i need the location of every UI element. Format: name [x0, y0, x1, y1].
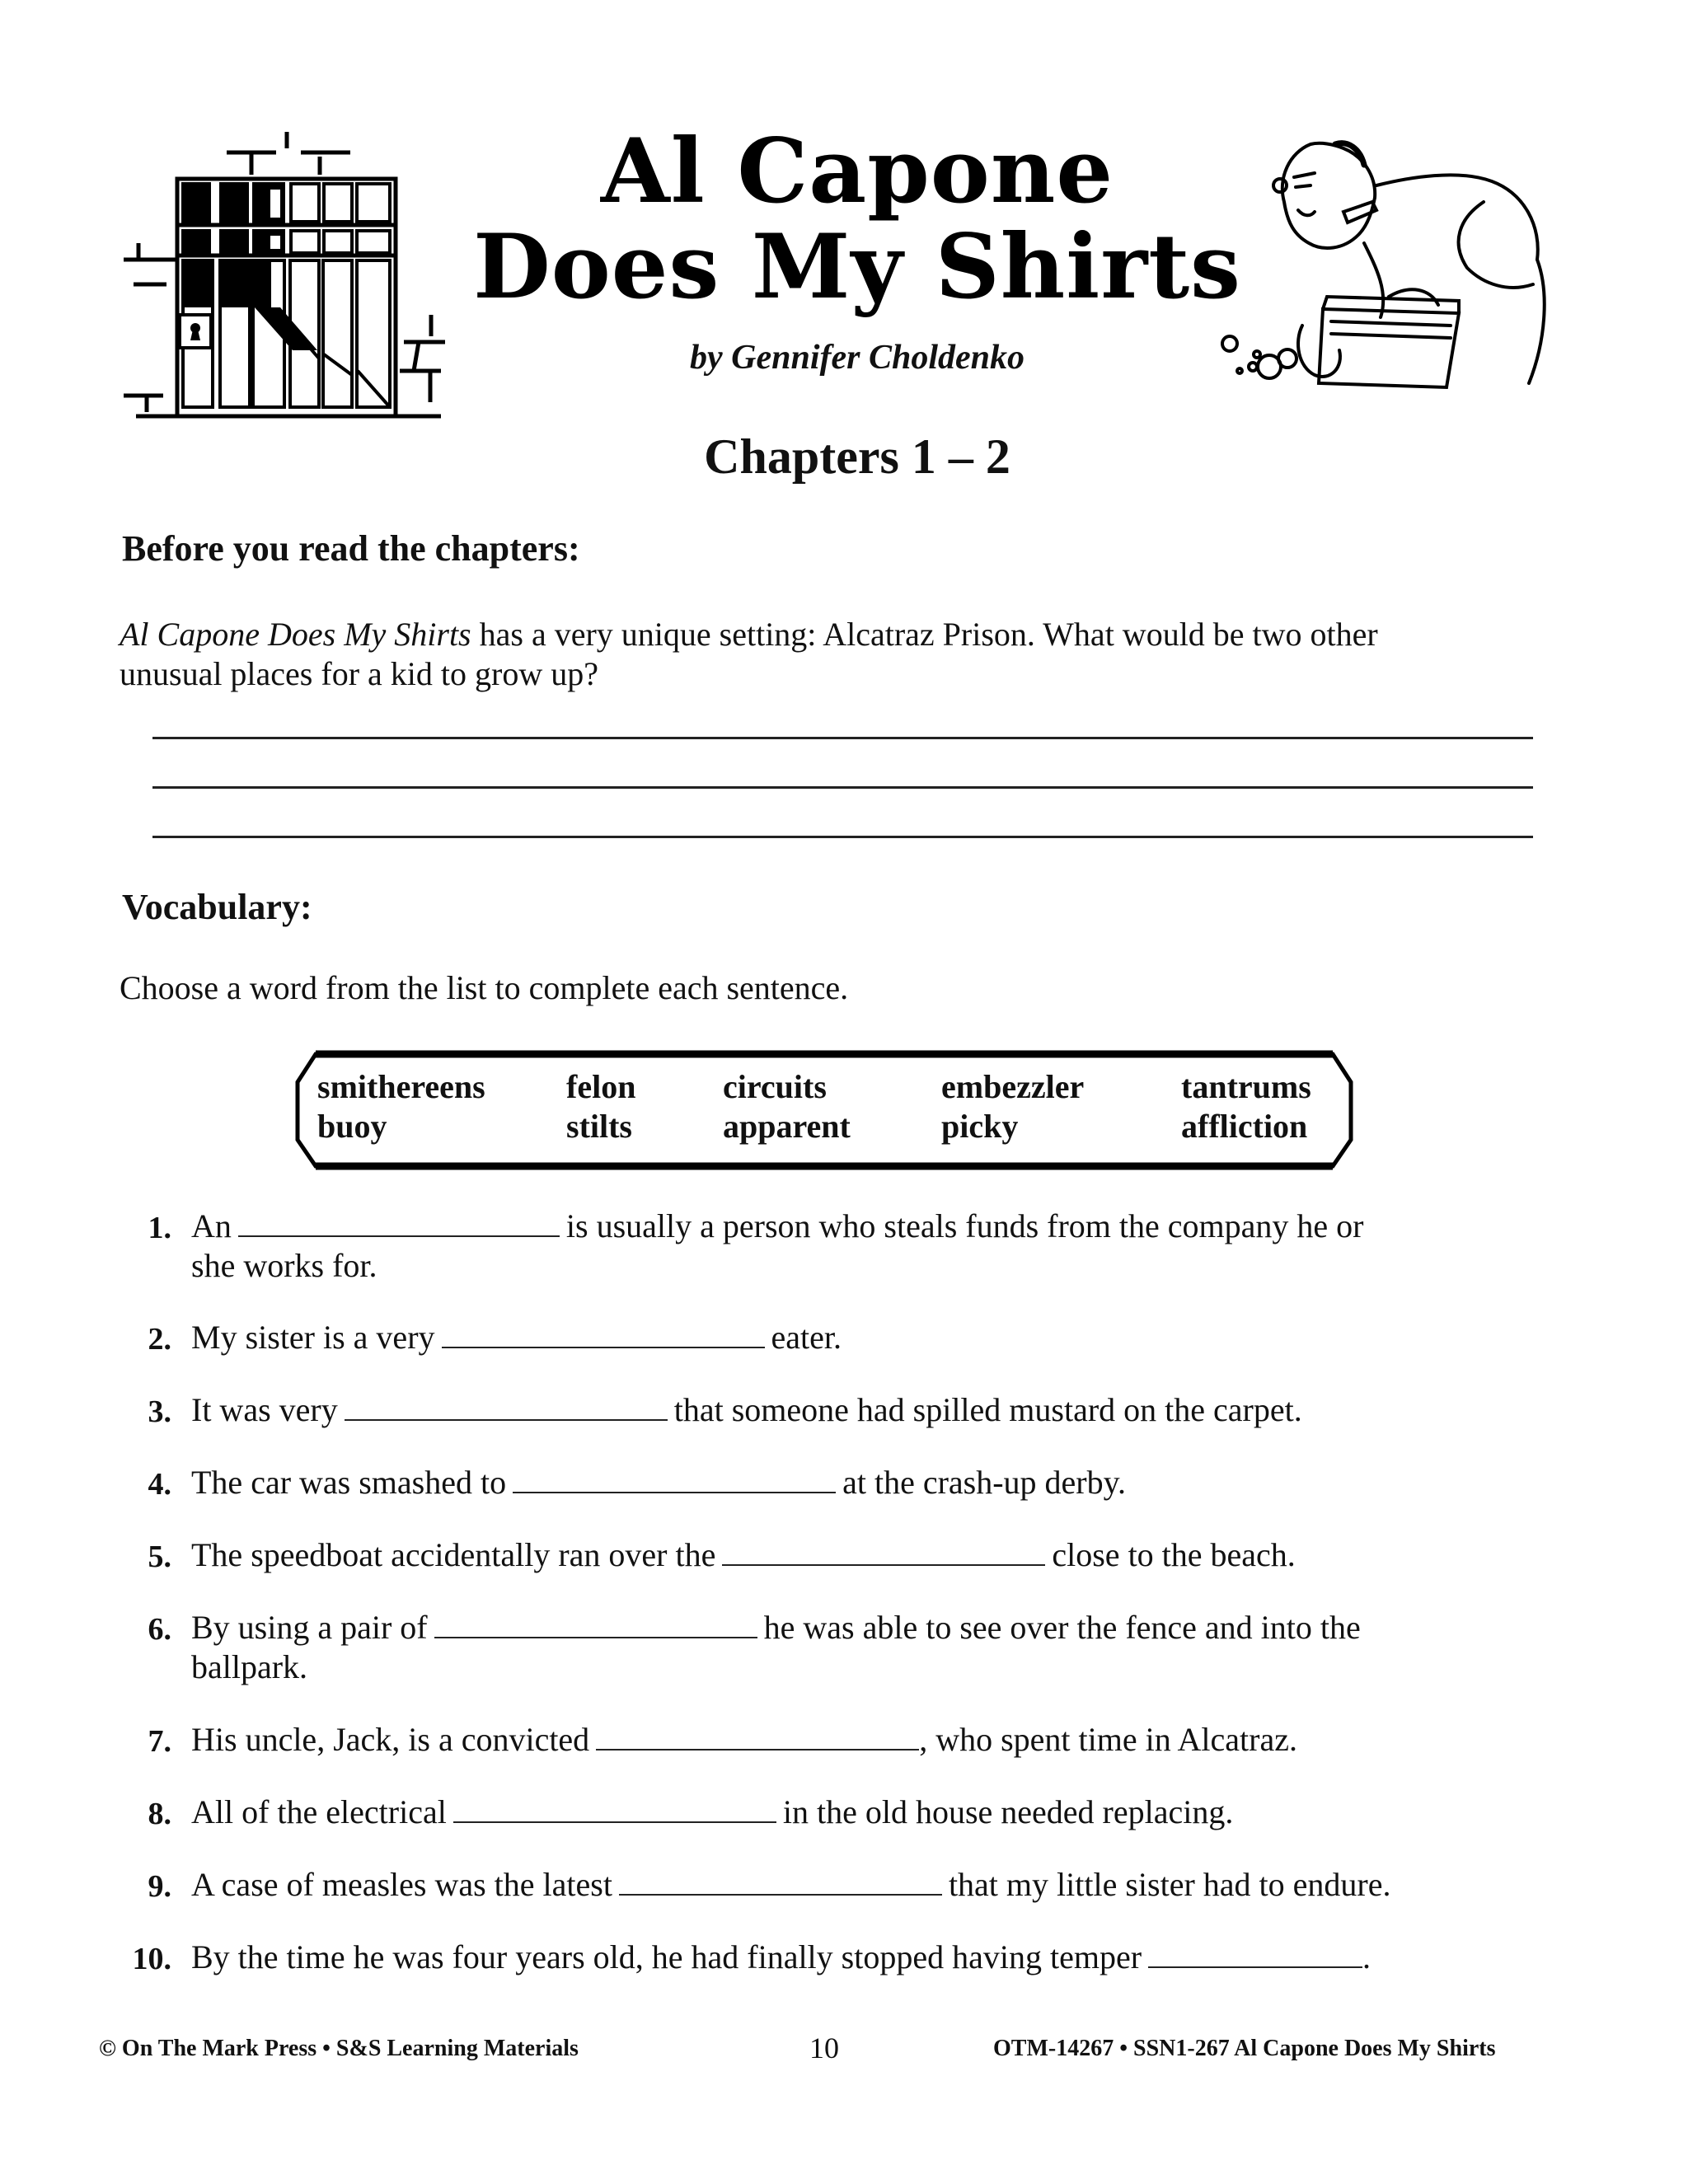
question-number: 3.: [148, 1394, 171, 1429]
question-number: 7.: [148, 1724, 171, 1759]
question-number: 4.: [148, 1467, 171, 1502]
answer-blank[interactable]: [1148, 1940, 1362, 1968]
question-text: By the time he was four years old, he had finally stopped having temper .: [191, 1938, 1372, 1975]
vocabulary-instruction: Choose a word from the list to complete each sentence.: [120, 969, 849, 1006]
answer-blank[interactable]: [442, 1320, 765, 1348]
answer-blank[interactable]: [238, 1209, 560, 1237]
answer-blank[interactable]: [453, 1795, 776, 1823]
question-text: His uncle, Jack, is a convicted , who spent time in Alcatraz.: [191, 1721, 1297, 1758]
question-text: My sister is a very eater.: [191, 1319, 842, 1356]
book-title-line1: Al Capone: [600, 120, 1114, 223]
jail-cell-icon: [115, 124, 445, 420]
answer-blank[interactable]: [513, 1465, 836, 1493]
word-affliction: affliction: [1181, 1108, 1308, 1145]
page-number: 10: [809, 2032, 839, 2064]
question-number: 2.: [148, 1322, 171, 1357]
man-washing-shirts-icon: [1212, 120, 1558, 391]
question-number: 1.: [148, 1211, 171, 1245]
vocabulary-heading: Vocabulary:: [122, 887, 312, 927]
word-felon: felon: [566, 1068, 636, 1105]
word-apparent: apparent: [723, 1108, 851, 1145]
question-text: It was very that someone had spilled mustard on the carpet.: [191, 1391, 1302, 1428]
answer-line-3[interactable]: [152, 836, 1533, 838]
prompt-text: has a very unique setting: Alcatraz Prison. What would be two other: [471, 616, 1378, 653]
word-stilts: stilts: [566, 1108, 632, 1145]
question-number: 10.: [132, 1942, 171, 1976]
word-embezzler: embezzler: [941, 1068, 1085, 1105]
question-text-line2: ballpark.: [191, 1648, 308, 1685]
word-picky: picky: [941, 1108, 1019, 1145]
prompt-text-line2: unusual places for a kid to grow up?: [120, 655, 598, 692]
footer-publisher: © On The Mark Press • S&S Learning Materials: [99, 2036, 579, 2061]
word-bank: [293, 1049, 1356, 1171]
question-number: 5.: [148, 1540, 171, 1574]
word-tantrums: tantrums: [1181, 1068, 1311, 1105]
answer-blank[interactable]: [619, 1868, 942, 1896]
title-block: [462, 120, 1253, 377]
book-title-italic: Al Capone Does My Shirts: [120, 616, 471, 653]
answer-blank[interactable]: [434, 1610, 757, 1638]
question-number: 8.: [148, 1797, 171, 1831]
question-text: The car was smashed to at the crash-up derby.: [191, 1464, 1127, 1501]
book-title-line2: Does My Shirts: [473, 215, 1241, 319]
answer-blank[interactable]: [722, 1538, 1045, 1566]
answer-blank[interactable]: [345, 1393, 668, 1421]
question-text: All of the electrical in the old house needed replacing.: [191, 1793, 1234, 1830]
chapters-heading: Chapters 1 – 2: [704, 429, 1010, 484]
question-text: An is usually a person who steals funds from the company he or: [191, 1207, 1364, 1244]
question-number: 6.: [148, 1612, 171, 1647]
author-byline: by Gennifer Choldenko: [689, 339, 1025, 377]
question-text: By using a pair of he was able to see over the fence and into the: [191, 1609, 1361, 1646]
question-text: The speedboat accidentally ran over the close to the beach.: [191, 1536, 1296, 1573]
word-smithereens: smithereens: [317, 1068, 485, 1105]
question-number: 9.: [148, 1869, 171, 1904]
before-reading-heading: Before you read the chapters:: [122, 528, 580, 569]
question-text-line2: she works for.: [191, 1247, 377, 1284]
answer-blank[interactable]: [596, 1722, 919, 1750]
answer-line-1[interactable]: [152, 737, 1533, 739]
before-reading-prompt: [120, 615, 1570, 694]
question-text: A case of measles was the latest that my little sister had to endure.: [191, 1866, 1391, 1903]
word-circuits: circuits: [723, 1068, 827, 1105]
answer-line-2[interactable]: [152, 786, 1533, 789]
footer-product-code: OTM-14267 • SSN1-267 Al Capone Does My Shirts: [993, 2036, 1496, 2061]
word-buoy: buoy: [317, 1108, 387, 1145]
